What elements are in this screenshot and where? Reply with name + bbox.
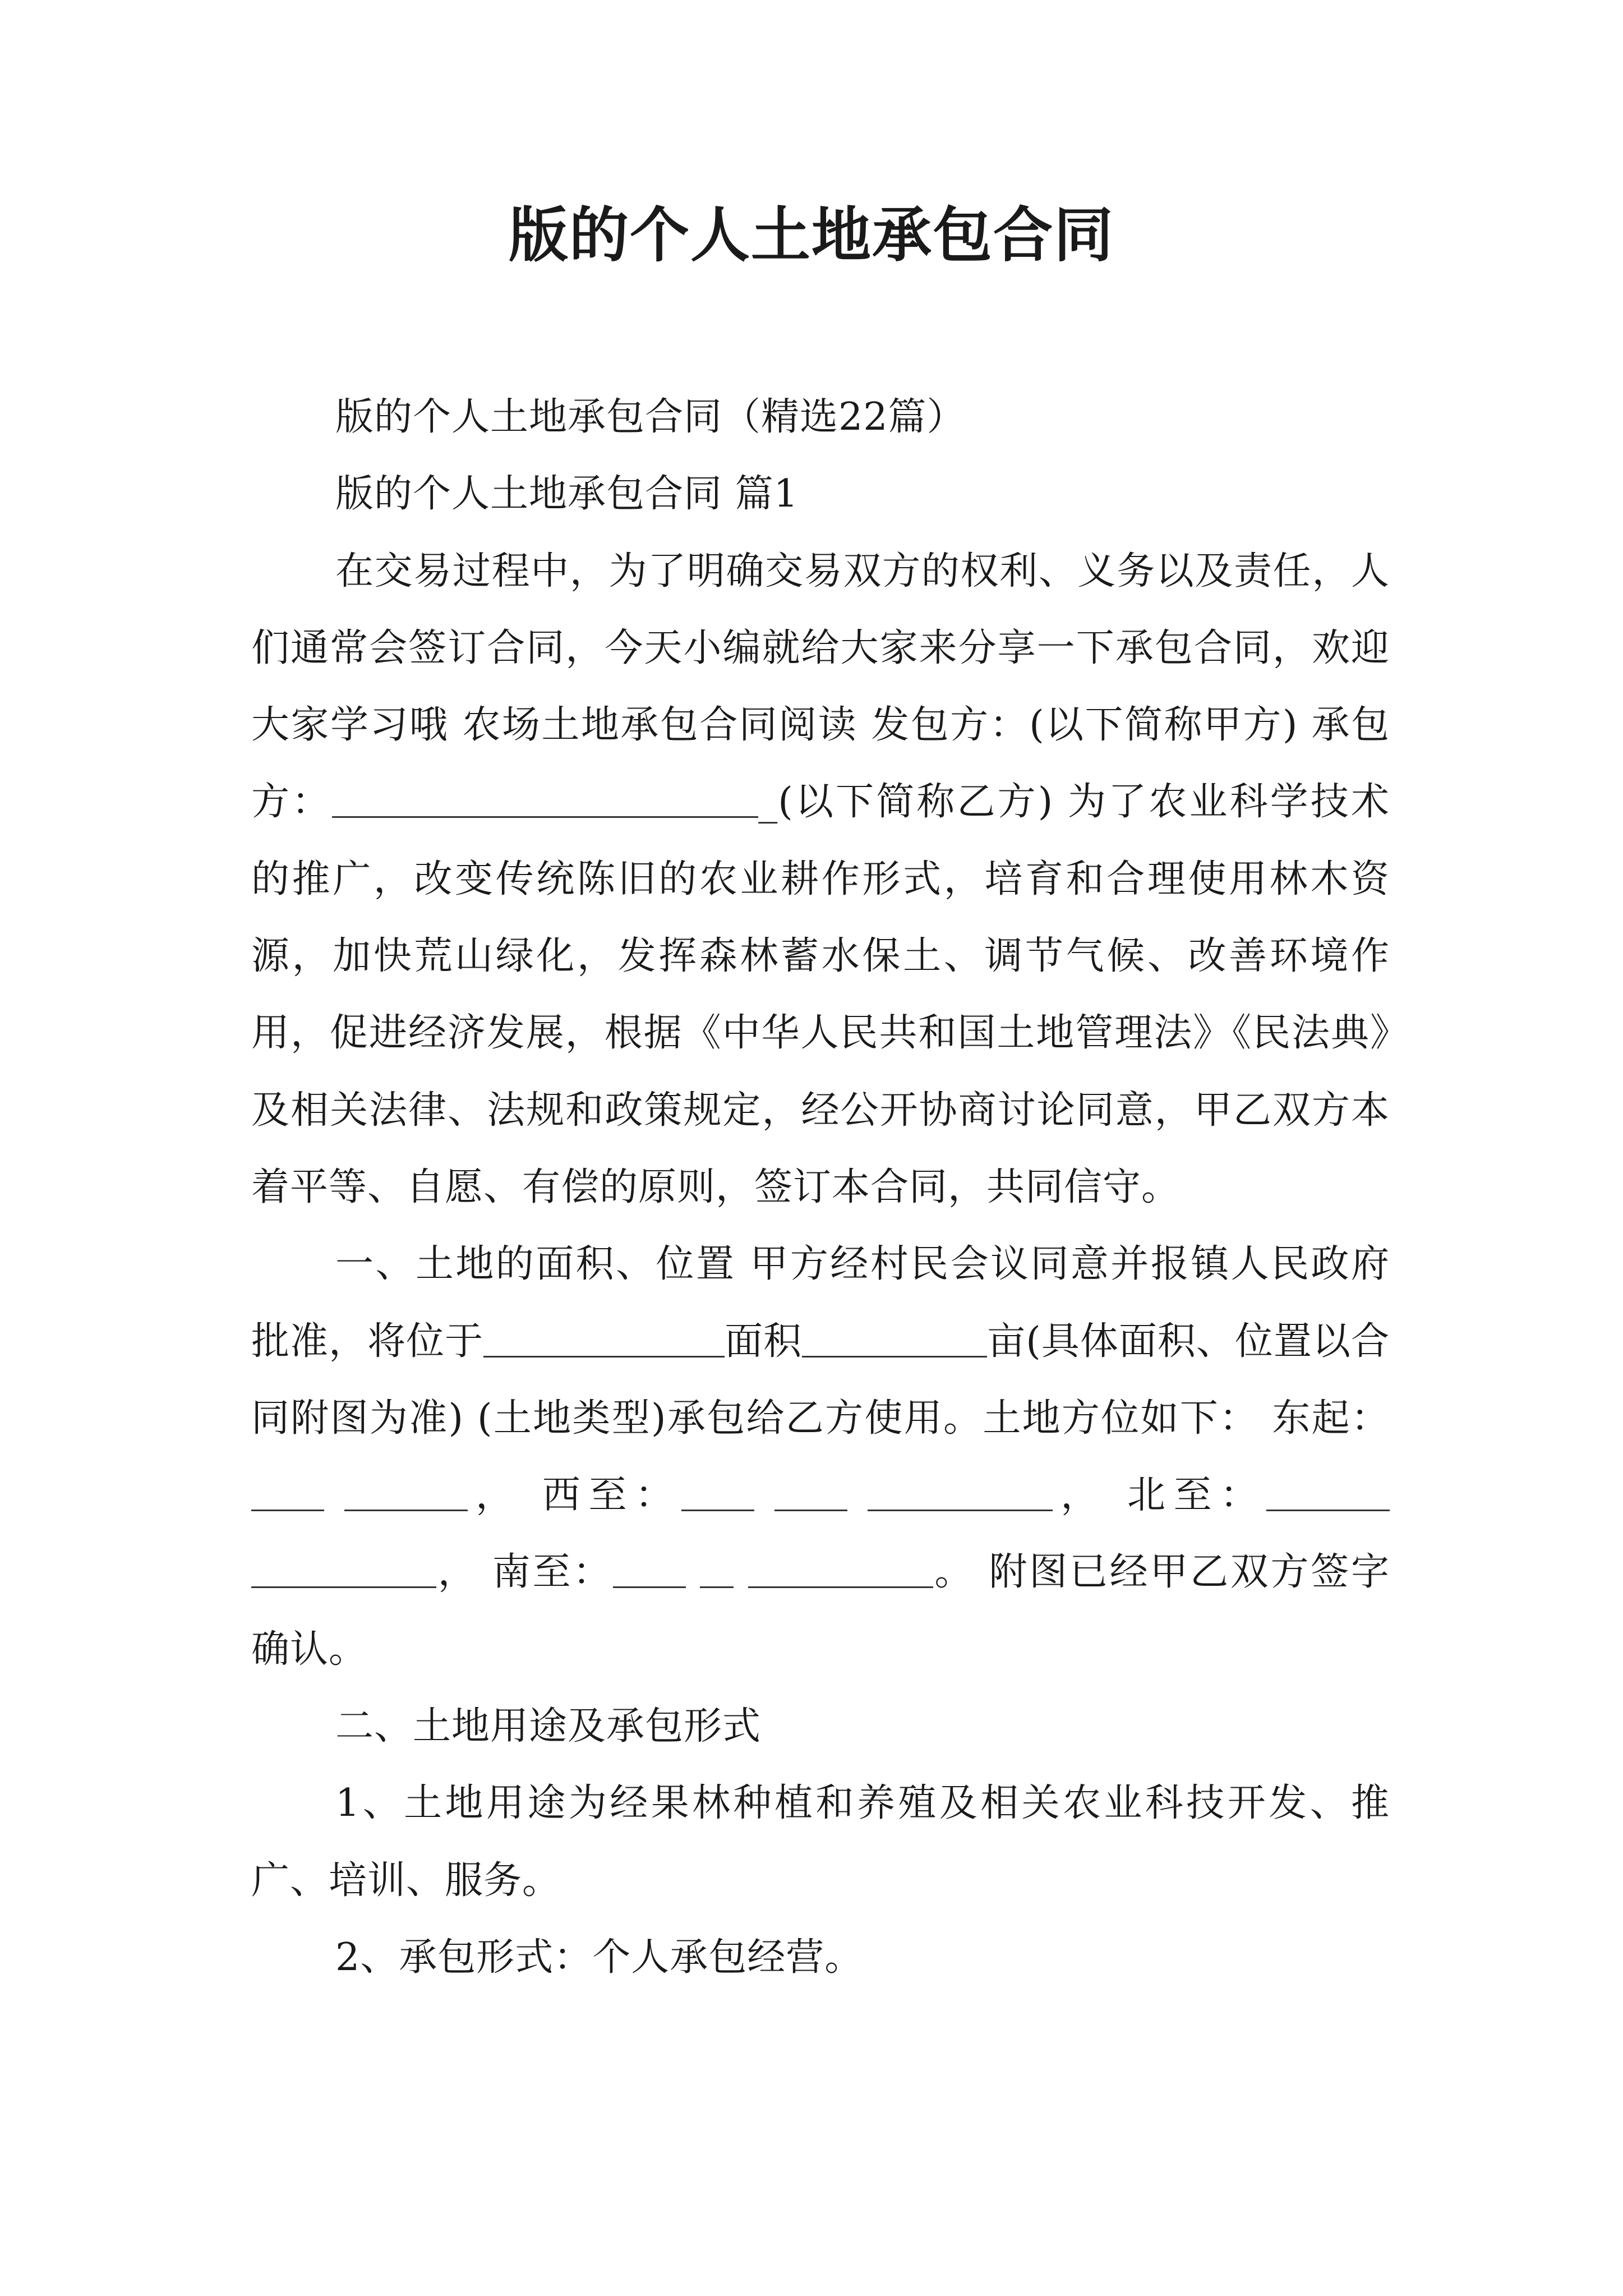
- section-1-text-7: 。 附图已经甲乙双方签字确认。: [251, 1550, 1390, 1672]
- section-1-text-4: ， 西至：: [468, 1473, 681, 1518]
- west-blank-b: [774, 1509, 847, 1511]
- document-subtitle: 版的个人土地承包合同（精选22篇）: [335, 395, 966, 439]
- area-blank: [802, 1355, 987, 1358]
- north-blank-a: [1266, 1509, 1390, 1511]
- document-title: 版的个人土地承包合同: [509, 201, 1114, 270]
- intro-text-1: 在交易过程中，为了明确交易双方的权利、义务以及责任，人们通常会签订合同，今天小编就给大家来分享一下承包合同，欢迎大家学习哦 农场土地承包合同阅读 发包方：(以下简称甲方) 承包方：: [251, 549, 1390, 825]
- section-1-text-2: 面积: [725, 1319, 803, 1364]
- item-1: 1、土地用途为经果林种植和养殖及相关农业科技开发、推广、培训、服务。: [251, 1781, 1390, 1903]
- west-blank-c: [868, 1509, 1053, 1511]
- south-blank-a: [613, 1586, 686, 1588]
- section-1-paragraph: [251, 1226, 1390, 1688]
- south-blank-c: [748, 1586, 933, 1588]
- section-2-heading: 二、土地用途及承包形式: [335, 1704, 762, 1749]
- location-blank: [483, 1355, 725, 1358]
- east-blank-a: [251, 1509, 324, 1511]
- west-blank-a: [681, 1509, 754, 1511]
- south-blank-b: [700, 1586, 734, 1588]
- north-blank-b: [251, 1586, 436, 1588]
- east-blank-b: [344, 1509, 468, 1511]
- intro-paragraph: [251, 533, 1390, 1226]
- section-1-text-6: ， 南至：: [436, 1550, 613, 1595]
- section-1-text-1: 一、土地的面积、位置 甲方经村民会议同意并报镇人民政府批准，将位于: [251, 1242, 1390, 1364]
- section-1-text-5: ， 北至：: [1053, 1473, 1266, 1518]
- contractor-name-blank: [332, 816, 758, 818]
- section-1-text-3: 亩(具体面积、位置以合同附图为准) (土地类型)承包给乙方使用。土地方位如下： 东起：: [251, 1319, 1390, 1441]
- document-body: [251, 379, 1390, 1996]
- chapter-heading: 版的个人土地承包合同 篇1: [335, 472, 799, 517]
- intro-text-2: _(以下简称乙方) 为了农业科学技术的推广，改变传统陈旧的农业耕作形式，培育和合理使用林木资源，加快荒山绿化，发挥森林蓄水保土、调节气候、改善环境作用，促进经济发展，根据《中华人民共和国土地管理法》《民法典》及相关法律、法规和政策规定，经公开协商讨论同意，甲乙双方本着平等、自愿、有偿的原则，签订本合同，共同信守。: [251, 780, 1390, 1209]
- item-2: 2、承包形式：个人承包经营。: [335, 1935, 864, 1980]
